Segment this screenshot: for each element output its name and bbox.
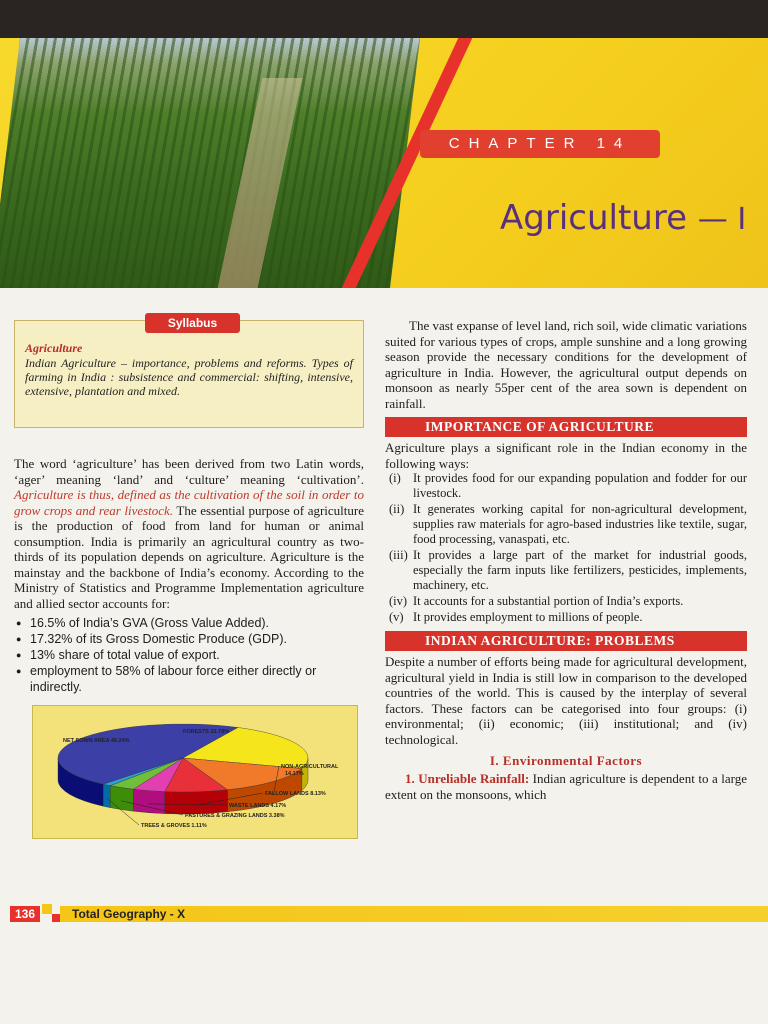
book-title: Total Geography - X — [72, 907, 186, 921]
rainfall-label: 1. Unreliable Rainfall: — [405, 771, 530, 786]
pie-slice-label: NET SOWN AREA 46.24% — [63, 738, 130, 744]
rainfall-paragraph — [385, 771, 747, 802]
list-item — [385, 594, 747, 609]
list-item: ● 17.32% of its Gross Domestic Produce (GDP). — [14, 631, 364, 647]
item-text: It provides a large part of the market for industrial goods, especially the farm inputs like fertilizers, pesticides, implements, machinery, etc. — [413, 548, 747, 592]
list-item — [385, 471, 747, 501]
field-path — [218, 78, 303, 288]
item-text: It provides food for our expanding population and fodder for our livestock. — [413, 471, 747, 500]
left-column — [14, 316, 364, 839]
pie-slice-label: PASTURES & GRAZING LANDS 3.38% — [185, 813, 285, 819]
list-item: ● employment to 58% of labour force either directly or indirectly. — [14, 663, 364, 695]
list-item: ● 16.5% of India’s GVA (Gross Value Added). — [14, 615, 364, 631]
intro-paragraph — [14, 456, 364, 611]
item-number: (v) — [389, 610, 404, 624]
pie-slice-label: FALLOW LANDS 8.13% — [265, 791, 326, 797]
syllabus-heading: Syllabus — [145, 313, 240, 333]
item-number: (i) — [389, 471, 401, 485]
rainfall-text: Indian agriculture is dependent to a large extent on the monsoons, which — [385, 771, 747, 802]
right-column — [385, 318, 747, 802]
page-number: 136 — [10, 906, 40, 922]
item-number: (ii) — [389, 502, 405, 516]
chapter-title-text: Agriculture — [500, 198, 687, 238]
syllabus-subheading: Agriculture — [25, 341, 83, 355]
pie-slice-label: NON-AGRICULTURAL 14.17% — [281, 764, 339, 777]
footer-square-icon — [42, 904, 52, 914]
page-footer — [0, 904, 768, 924]
item-text: It accounts for a substantial portion of India’s exports. — [413, 594, 684, 608]
importance-heading: IMPORTANCE OF AGRICULTURE — [385, 417, 747, 437]
pie-slice-label: FORESTS 22.78% — [183, 729, 230, 735]
item-number: (iv) — [389, 594, 408, 608]
syllabus-box — [14, 316, 364, 428]
list-item — [385, 610, 747, 625]
chapter-label: CHAPTER 14 — [420, 130, 660, 158]
environmental-factors-heading: I. Environmental Factors — [489, 753, 643, 768]
importance-list — [385, 471, 747, 625]
item-text: It generates working capital for non-agricultural development, supplies raw materials for agro-based industries like textile, sugar, food processing, vanaspati, etc. — [413, 502, 747, 546]
pie-slice-side — [110, 786, 133, 812]
pie-slice-label: WASTE LANDS 4.17% — [229, 803, 287, 809]
intro-text: The word ‘agriculture’ has been derived from two Latin words, ‘ager’ meaning ‘land’ and ‘culture’ meaning ‘cultivation’. — [14, 456, 364, 487]
pie-svg — [33, 706, 359, 840]
farm-field-photo — [0, 38, 420, 288]
definition-text: Agriculture is thus, defined as the cultivation of the soil in order to grow crops and rear livestock. — [14, 487, 364, 518]
chapter-title-suffix: — I — [697, 202, 747, 237]
problems-paragraph: Despite a number of efforts being made for agricultural development, agricultural yield in India is still low in comparison to the developed countries of the world. This is caused by the interplay of several factors. These factors can be categorised into four groups: (i) environmental; (ii) economic; (iii) institutional; and (iv) technological. — [385, 654, 747, 747]
item-number: (iii) — [389, 548, 408, 562]
importance-intro: Agriculture plays a significant role in the Indian economy in the following ways: — [385, 440, 747, 471]
sector-stats-list — [14, 615, 364, 695]
problems-heading: INDIAN AGRICULTURE: PROBLEMS — [385, 631, 747, 651]
pie-slice-side — [103, 784, 110, 807]
book-page — [0, 38, 768, 1024]
intro-text-rest: The essential purpose of agriculture is the production of food from land for human or animal consumption. India is primarily an agricultural country as two-thirds of its population depends on agriculture. Agriculture is the mainstay and the backbone of India’s economy. According to the Ministry of Statistics and Programme Implementation agriculture and allied sector accounts for: — [14, 502, 364, 611]
chapter-banner — [0, 38, 768, 288]
pie-slice-side — [165, 790, 228, 814]
land-use-pie-chart — [32, 705, 358, 839]
list-item: ● 13% share of total value of export. — [14, 647, 364, 663]
pie-slice-side — [133, 789, 164, 813]
item-text: It provides employment to millions of people. — [413, 610, 643, 624]
syllabus-text: Indian Agriculture – importance, problems and reforms. Types of farming in India : subsistence and commercial: shifting, intensive, extensive, plantation and mixed. — [25, 356, 353, 398]
right-intro-paragraph: The vast expanse of level land, rich soil, wide climatic variations suited for various types of crops, ample sunshine and a long growing season provide the necessary conditions for the development of agriculture in India. However, the agricultural output depends on monsoon as nearly 55per cent of the area sown is dependent on rainfall. — [385, 318, 747, 411]
chapter-title — [500, 198, 746, 238]
footer-square-icon — [52, 914, 60, 922]
pie-slice-label: TREES & GROVES 1.11% — [141, 823, 207, 829]
list-item — [385, 502, 747, 547]
list-item — [385, 548, 747, 593]
